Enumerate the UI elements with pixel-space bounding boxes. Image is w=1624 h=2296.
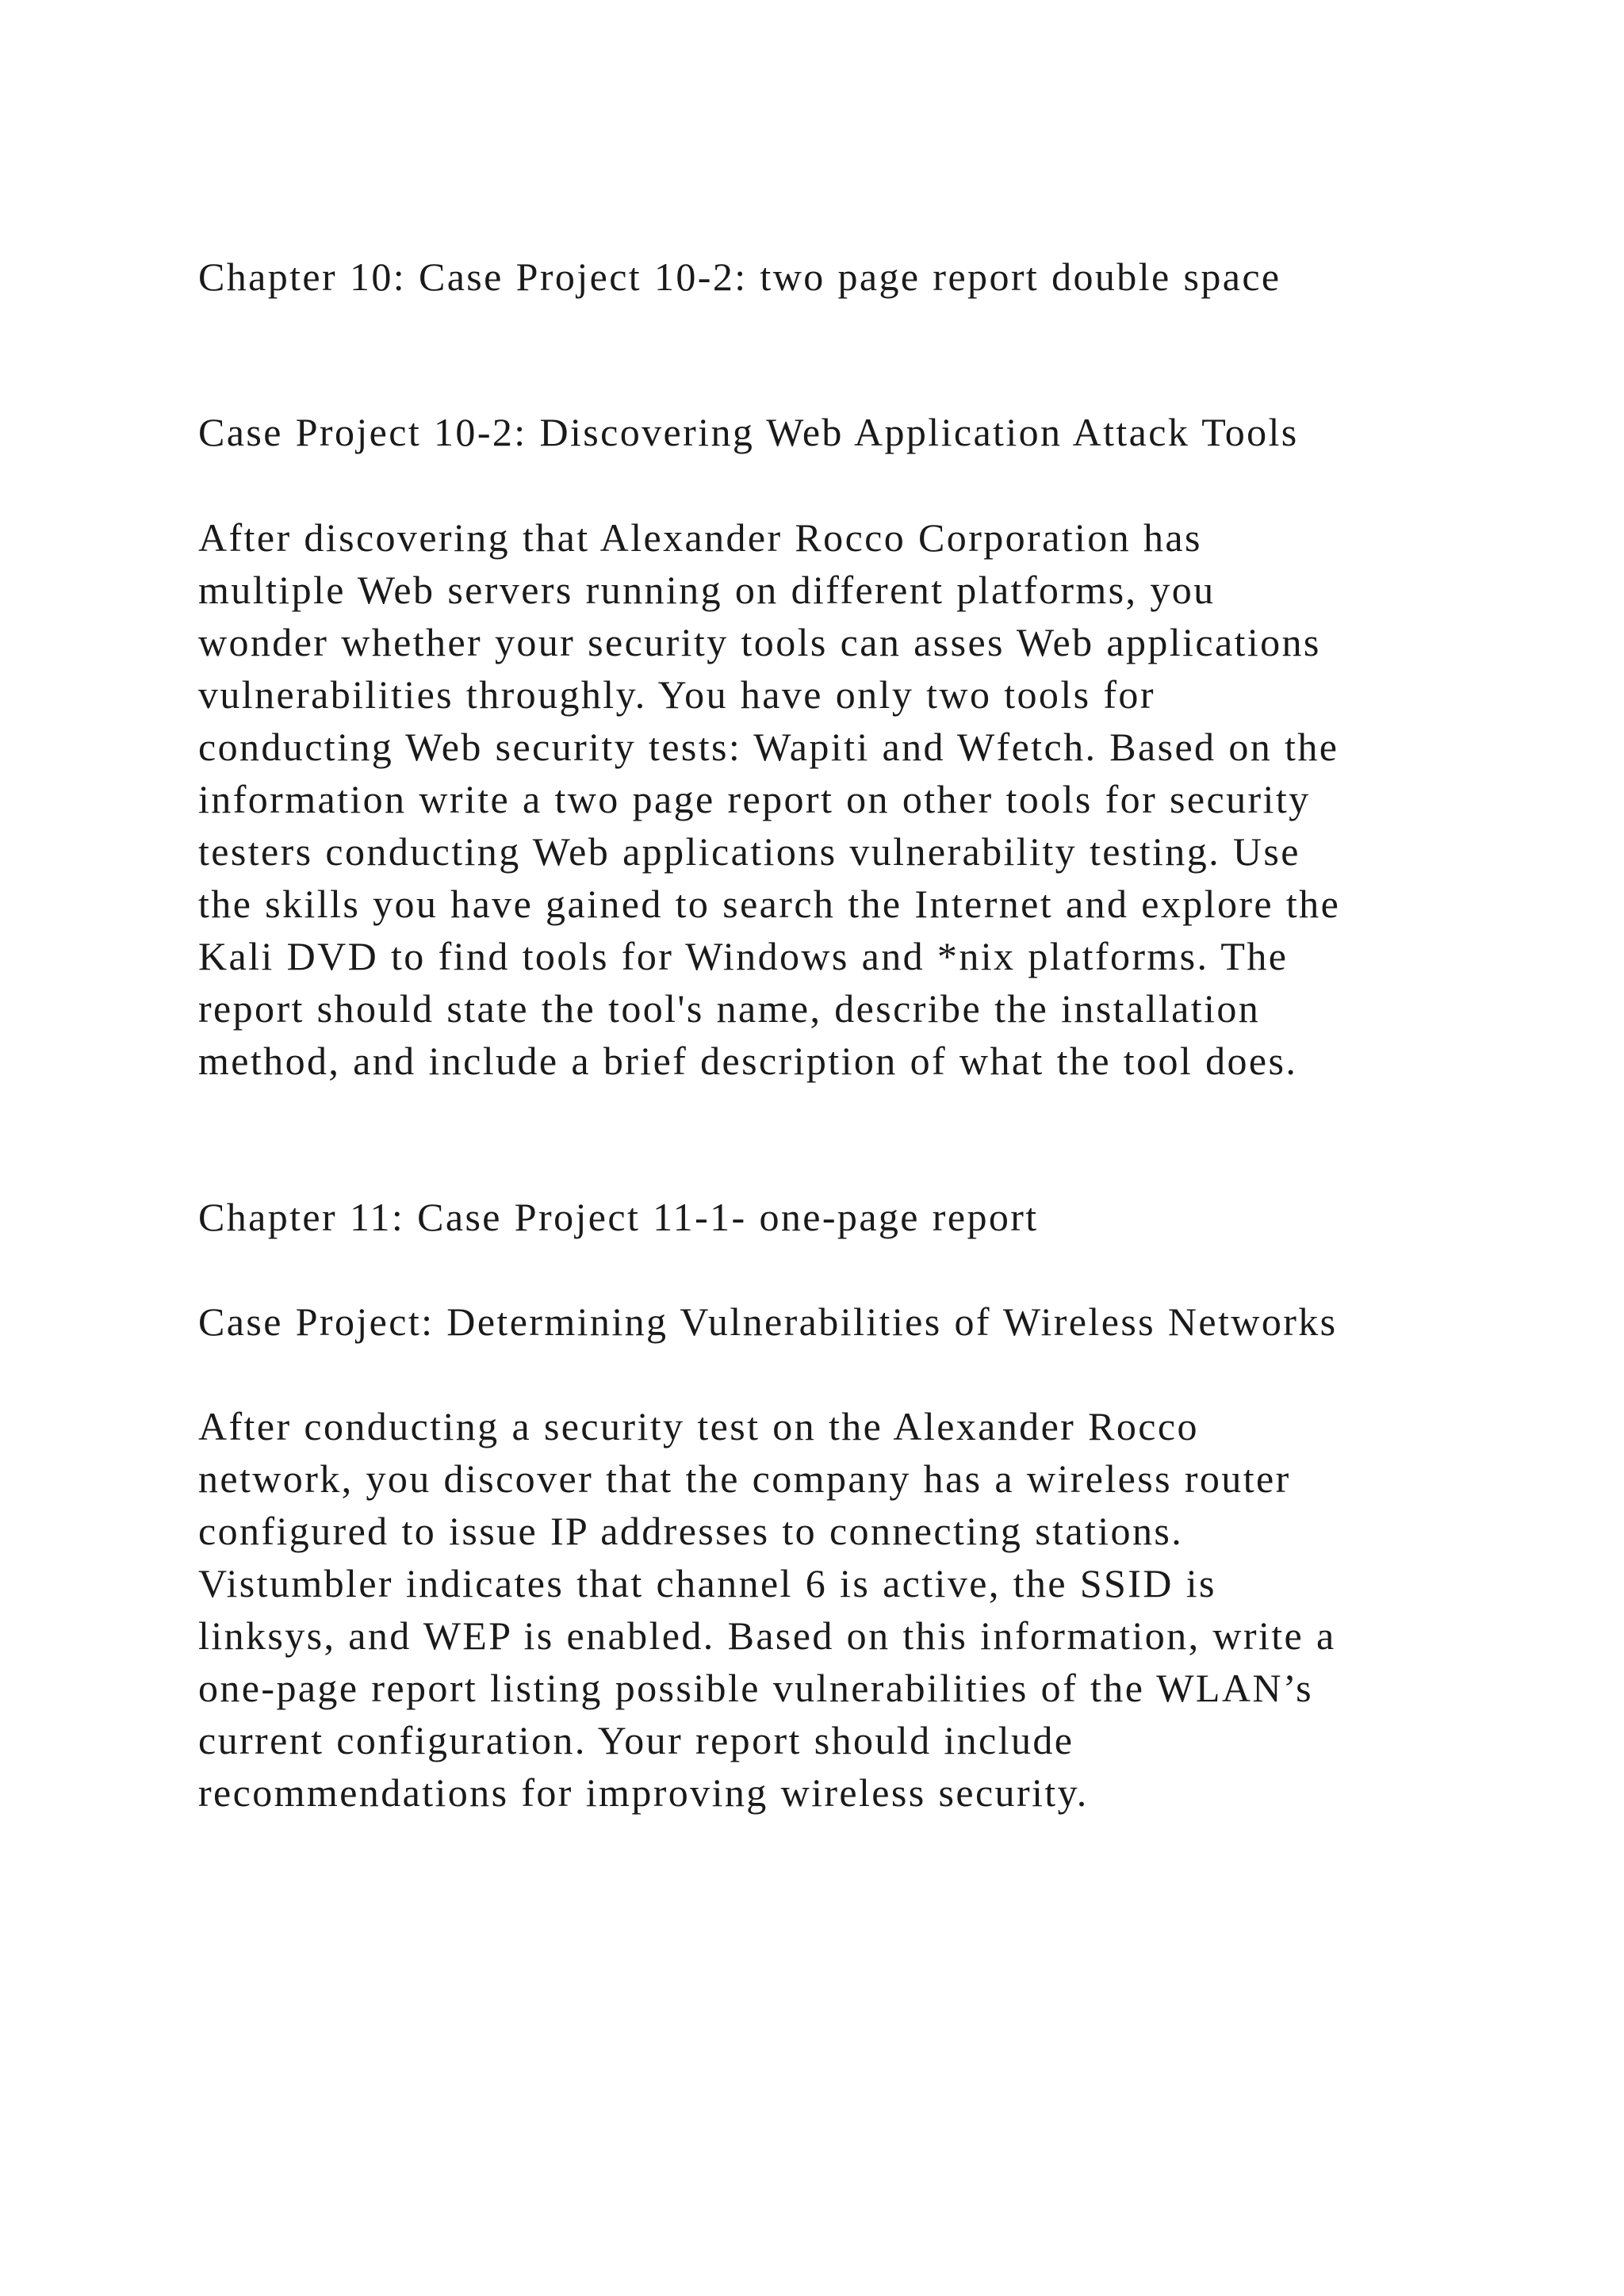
paragraph-line: testers conducting Web applications vulnerability testing. Use: [198, 829, 1300, 874]
paragraph-line: the skills you have gained to search the Internet and explore the: [198, 882, 1341, 926]
paragraph-line: network, you discover that the company has a wireless router: [198, 1456, 1291, 1501]
paragraph-line: Kali DVD to find tools for Windows and *nix platforms. The: [198, 934, 1289, 978]
chapter-10-heading: Chapter 10: Case Project 10-2: two page report double space: [198, 254, 1281, 299]
paragraph-line: multiple Web servers running on different platforms, you: [198, 568, 1216, 612]
paragraph-line: wonder whether your security tools can asses Web applications: [198, 620, 1321, 664]
paragraph-line: After discovering that Alexander Rocco Corporation has: [198, 515, 1202, 560]
paragraph-line: one-page report listing possible vulnerabilities of the WLAN’s: [198, 1666, 1313, 1710]
paragraph-line: After conducting a security test on the Alexander Rocco: [198, 1404, 1199, 1448]
paragraph-line: current configuration. Your report should include: [198, 1718, 1074, 1762]
paragraph-line: vulnerabilities throughly. You have only two tools for: [198, 672, 1155, 717]
paragraph-line: conducting Web security tests: Wapiti and Wfetch. Based on the: [198, 725, 1339, 769]
paragraph-line: Vistumbler indicates that channel 6 is active, the SSID is: [198, 1561, 1216, 1605]
paragraph-line: information write a two page report on other tools for security: [198, 777, 1311, 821]
paragraph-line: report should state the tool's name, describe the installation: [198, 986, 1261, 1031]
case-project-11-1-title: Case Project: Determining Vulnerabilities of Wireless Networks: [198, 1299, 1338, 1344]
chapter-11-heading: Chapter 11: Case Project 11-1- one-page report: [198, 1195, 1039, 1239]
paragraph-line: configured to issue IP addresses to connecting stations.: [198, 1509, 1184, 1553]
paragraph-line: recommendations for improving wireless security.: [198, 1770, 1089, 1815]
case-project-10-2-title: Case Project 10-2: Discovering Web Application Attack Tools: [198, 410, 1299, 454]
paragraph-line: linksys, and WEP is enabled. Based on this information, write a: [198, 1613, 1336, 1658]
paragraph-line: method, and include a brief description of what the tool does.: [198, 1039, 1298, 1083]
